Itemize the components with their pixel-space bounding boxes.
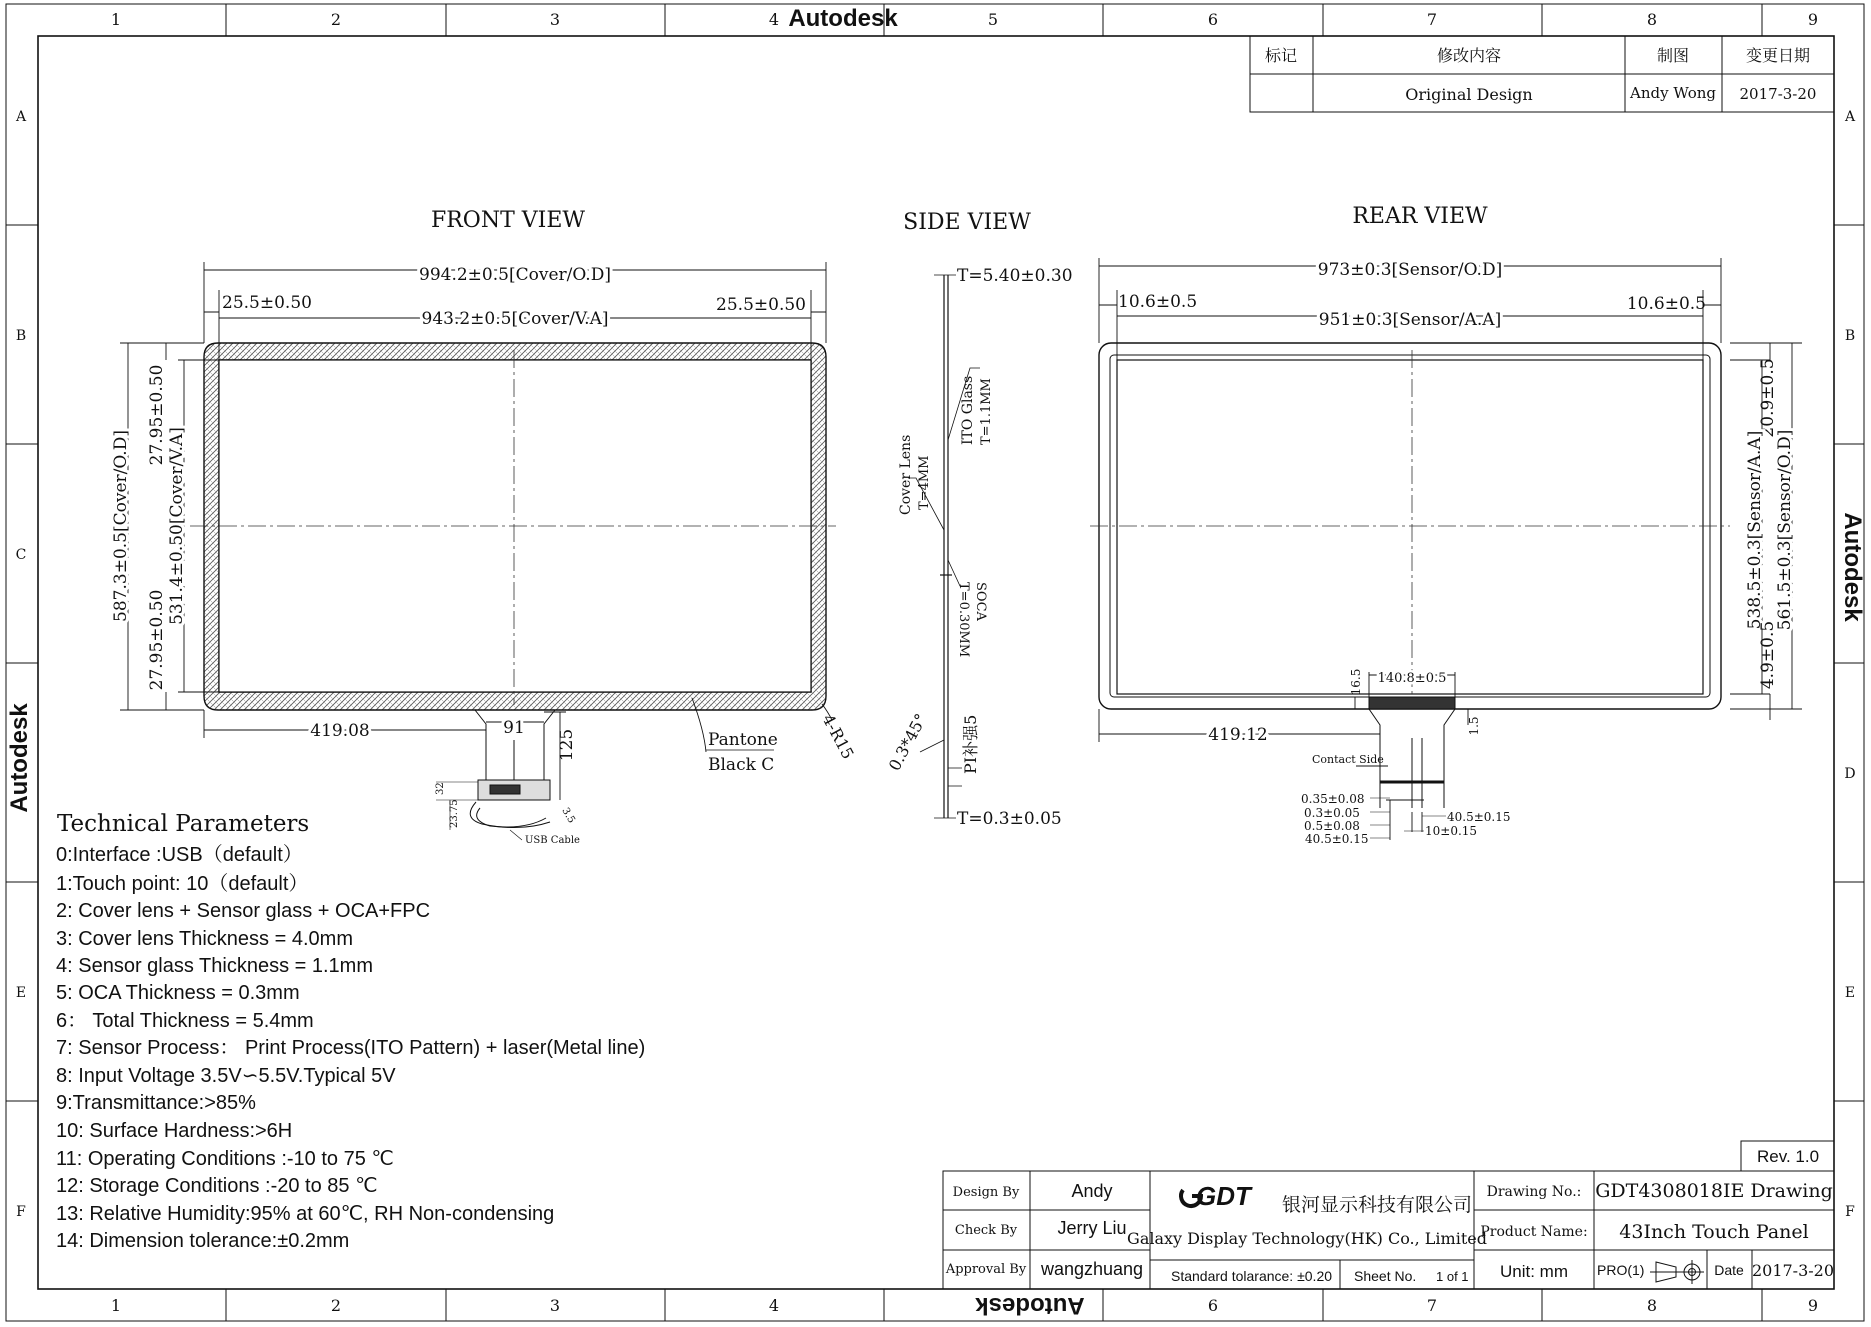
revision-header-content: 修改内容 [1436, 46, 1502, 65]
dim-pi-thickness: T=0.3±0.05 [957, 809, 1062, 829]
unit-label: Unit: mm [1500, 1262, 1568, 1281]
tech-param-item: 1:Touch point: 10（default） [56, 873, 309, 895]
tech-param-item: 0:Interface :USB（default） [56, 844, 303, 866]
row-letter: B [1844, 328, 1856, 344]
rear-view-title: REAR VIEW [1352, 204, 1488, 229]
dim-tail-gap: 1.5 [1467, 716, 1481, 736]
pi-stiffener-label: PI补强5 [961, 714, 980, 774]
ito-glass-thickness: T=1.1MM [979, 378, 994, 445]
dim-fpc-offset: 419.08 [310, 721, 370, 741]
technical-parameters [56, 811, 645, 1252]
col-number: 9 [1807, 10, 1819, 29]
revision-content: Original Design [1405, 85, 1533, 104]
check-by-label: Check By [954, 1223, 1018, 1238]
projection-label: PRO(1) [1597, 1262, 1645, 1278]
col-number: 3 [549, 10, 561, 29]
side-view-title: SIDE VIEW [903, 210, 1031, 235]
tech-params-title: Technical Parameters [57, 811, 310, 837]
dim-tail-d6: 10±0.15 [1425, 824, 1478, 838]
dim-rear-bottom-margin: 4.9±0.5 [1758, 620, 1778, 690]
standard-tolerance: Standard tolarance: ±0.20 [1171, 1268, 1333, 1284]
gdt-logo [1181, 1181, 1253, 1211]
watermark-bottom: Autodesk [975, 1292, 1085, 1319]
revision-drafter: Andy Wong [1629, 84, 1717, 102]
fpc-dim-b: 23.75 [449, 799, 460, 828]
cover-lens-thickness: T=4MM [917, 455, 932, 510]
dim-rear-offset: 419.12 [1208, 725, 1268, 745]
pantone-label: Pantone [708, 730, 778, 750]
dim-cover-va-width: 943.2±0.5[Cover/V.A] [421, 309, 609, 329]
front-view [111, 262, 858, 846]
rear-tail-bonding [1369, 697, 1455, 709]
first-angle-projection-icon [1650, 1260, 1704, 1284]
dim-rear-left-margin: 10.6±0.5 [1118, 292, 1198, 312]
company-name-cn: 银河显示科技有限公司 [1282, 1195, 1473, 1216]
dim-rear-top-margin: 20.9±0.5 [1758, 358, 1778, 438]
column-numbers-top [111, 10, 1818, 29]
dim-tail-d1: 0.35±0.08 [1301, 792, 1365, 806]
rear-view [1090, 258, 1802, 846]
col-number: 6 [1207, 1296, 1219, 1315]
dim-tail-d4: 40.5±0.15 [1305, 832, 1369, 846]
watermark-right: Autodesk [1839, 512, 1866, 622]
design-by-value: Andy [1071, 1181, 1113, 1201]
dim-cover-od-width: 994.2±0.5[Cover/O.D] [419, 265, 611, 285]
col-number: 8 [1646, 10, 1658, 29]
col-number: 2 [330, 10, 342, 29]
approval-by-value: wangzhuang [1040, 1259, 1144, 1279]
revision-header-mark: 标记 [1264, 46, 1298, 65]
row-letters-left [15, 109, 27, 1220]
col-number: 1 [110, 1296, 122, 1315]
contact-side-label: Contact Side [1312, 753, 1384, 766]
soca-thickness: T=0.30MM [956, 582, 971, 658]
ito-glass-label: ITO Glass [960, 375, 976, 445]
soca-label: SOCA [973, 582, 988, 621]
dim-total-thickness: T=5.40±0.30 [957, 266, 1073, 286]
row-letter: F [16, 1204, 26, 1220]
check-by-value: Jerry Liu [1057, 1218, 1127, 1238]
drawing-no-label: Drawing No.: [1486, 1184, 1582, 1200]
dim-fpc-length: 125 [557, 728, 577, 762]
chamfer-label: 0.3*45° [884, 710, 931, 774]
sheet-no-value: 1 of 1 [1436, 1269, 1469, 1284]
tech-param-item: 11: Operating Conditions :-10 to 75 ℃ [56, 1148, 394, 1170]
col-number: 8 [1646, 1296, 1658, 1315]
dim-rear-right-margin: 10.6±0.5 [1626, 294, 1706, 314]
watermark-left: Autodesk [6, 703, 33, 813]
design-by-label: Design By [952, 1185, 1020, 1200]
gdt-logo-text: GDT [1196, 1181, 1251, 1211]
tech-param-item: 9:Transmittance:>85% [56, 1092, 256, 1114]
tech-param-item: 14: Dimension tolerance:±0.2mm [56, 1230, 350, 1252]
dim-front-top-margin: 27.95±0.50 [147, 364, 167, 466]
tech-param-item: 12: Storage Conditions :-20 to 85 ℃ [56, 1175, 378, 1197]
dim-front-right-margin: 25.5±0.50 [716, 295, 806, 315]
dim-sensor-aa-height: 538.5±0.3[Sensor/A.A] [1745, 430, 1765, 630]
dim-tail-width: 140.8±0.5 [1377, 671, 1447, 686]
row-letter: E [15, 985, 27, 1001]
tech-param-item: 2: Cover lens + Sensor glass + OCA+FPC [56, 900, 431, 922]
dim-tail-d5: 40.5±0.15 [1447, 810, 1511, 824]
row-letters-right [1844, 109, 1856, 1220]
revision-number: Rev. 1.0 [1756, 1147, 1820, 1166]
title-block [943, 1141, 1834, 1289]
revision-header-drafter: 制图 [1656, 46, 1690, 65]
col-number: 4 [768, 1296, 780, 1315]
product-name-label: Product Name: [1480, 1224, 1588, 1240]
dim-fpc-width: 91 [503, 718, 525, 738]
dim-tail-d2: 0.3±0.05 [1304, 806, 1360, 820]
tech-param-item: 5: OCA Thickness = 0.3mm [56, 982, 300, 1004]
tech-param-item: 13: Relative Humidity:95% at 60℃, RH Non-condensing [56, 1203, 555, 1225]
dim-cover-od-height: 587.3±0.5[Cover/O.D] [111, 430, 131, 622]
dim-sensor-od-width: 973±0.3[Sensor/O.D] [1317, 260, 1503, 280]
column-numbers-bottom [111, 1296, 1818, 1315]
drawing-no-value: GDT4308018IE Drawing [1595, 1180, 1833, 1202]
col-number: 2 [330, 1296, 342, 1315]
dim-front-left-margin: 25.5±0.50 [222, 293, 312, 313]
tech-param-item: 7: Sensor Process： Print Process(ITO Pattern) + laser(Metal line) [56, 1037, 646, 1059]
front-view-title: FRONT VIEW [430, 208, 586, 233]
sheet-no-label: Sheet No. [1354, 1268, 1417, 1284]
approval-by-label: Approval By [945, 1262, 1027, 1277]
col-number: 7 [1426, 10, 1438, 29]
product-name-value: 43Inch Touch Panel [1619, 1221, 1809, 1243]
revision-header-date: 变更日期 [1745, 46, 1811, 65]
side-view [885, 266, 1073, 829]
col-number: 9 [1807, 1296, 1819, 1315]
dim-tail-height: 16.5 [1349, 668, 1363, 696]
usb-cable-label: USB Cable [525, 835, 580, 846]
row-letter: D [1844, 766, 1856, 782]
tech-param-item: 3: Cover lens Thickness = 4.0mm [56, 928, 353, 950]
pantone-color: Black C [708, 755, 775, 775]
cover-lens-label: Cover Lens [898, 434, 914, 515]
date-label: Date [1714, 1262, 1744, 1278]
company-name-en: Galaxy Display Technology(HK) Co., Limited [1127, 1229, 1487, 1248]
tech-param-item: 4: Sensor glass Thickness = 1.1mm [56, 955, 373, 977]
col-number: 4 [768, 10, 780, 29]
col-number: 3 [549, 1296, 561, 1315]
tech-param-item: 10: Surface Hardness:>6H [56, 1120, 293, 1142]
row-letter: E [1844, 985, 1856, 1001]
date-value: 2017-3-20 [1751, 1261, 1835, 1280]
dim-sensor-aa-width: 951±0.3[Sensor/A.A] [1318, 310, 1502, 330]
row-letter: A [1844, 109, 1856, 125]
row-letter: C [15, 547, 27, 563]
col-number: 7 [1426, 1296, 1438, 1315]
col-number: 6 [1207, 10, 1219, 29]
dim-cover-va-height: 531.4±0.50[Cover/V.A] [167, 427, 187, 625]
row-letter: A [15, 109, 27, 125]
revision-table [1250, 36, 1834, 112]
revision-date: 2017-3-20 [1739, 85, 1817, 103]
dim-sensor-od-height: 561.5±0.3[Sensor/O.D] [1775, 429, 1795, 631]
fpc-dim-a: 32 [435, 782, 446, 795]
dim-tail-d3: 0.5±0.08 [1304, 819, 1360, 833]
col-number: 1 [110, 10, 122, 29]
row-letter: F [1845, 1204, 1855, 1220]
tech-param-item: 8: Input Voltage 3.5V∽5.5V.Typical 5V [56, 1065, 396, 1087]
dim-front-bottom-margin: 27.95±0.50 [147, 589, 167, 691]
tech-param-item: 6： Total Thickness = 5.4mm [56, 1010, 314, 1032]
col-number: 5 [987, 10, 999, 29]
rear-active-area [1117, 360, 1703, 694]
watermark-top: Autodesk [788, 5, 898, 32]
usb-controller [470, 780, 550, 828]
dim-corner-radius: 4-R15 [818, 710, 858, 763]
row-letter: B [15, 328, 27, 344]
fpc-dim-c: 3.5 [559, 806, 577, 826]
